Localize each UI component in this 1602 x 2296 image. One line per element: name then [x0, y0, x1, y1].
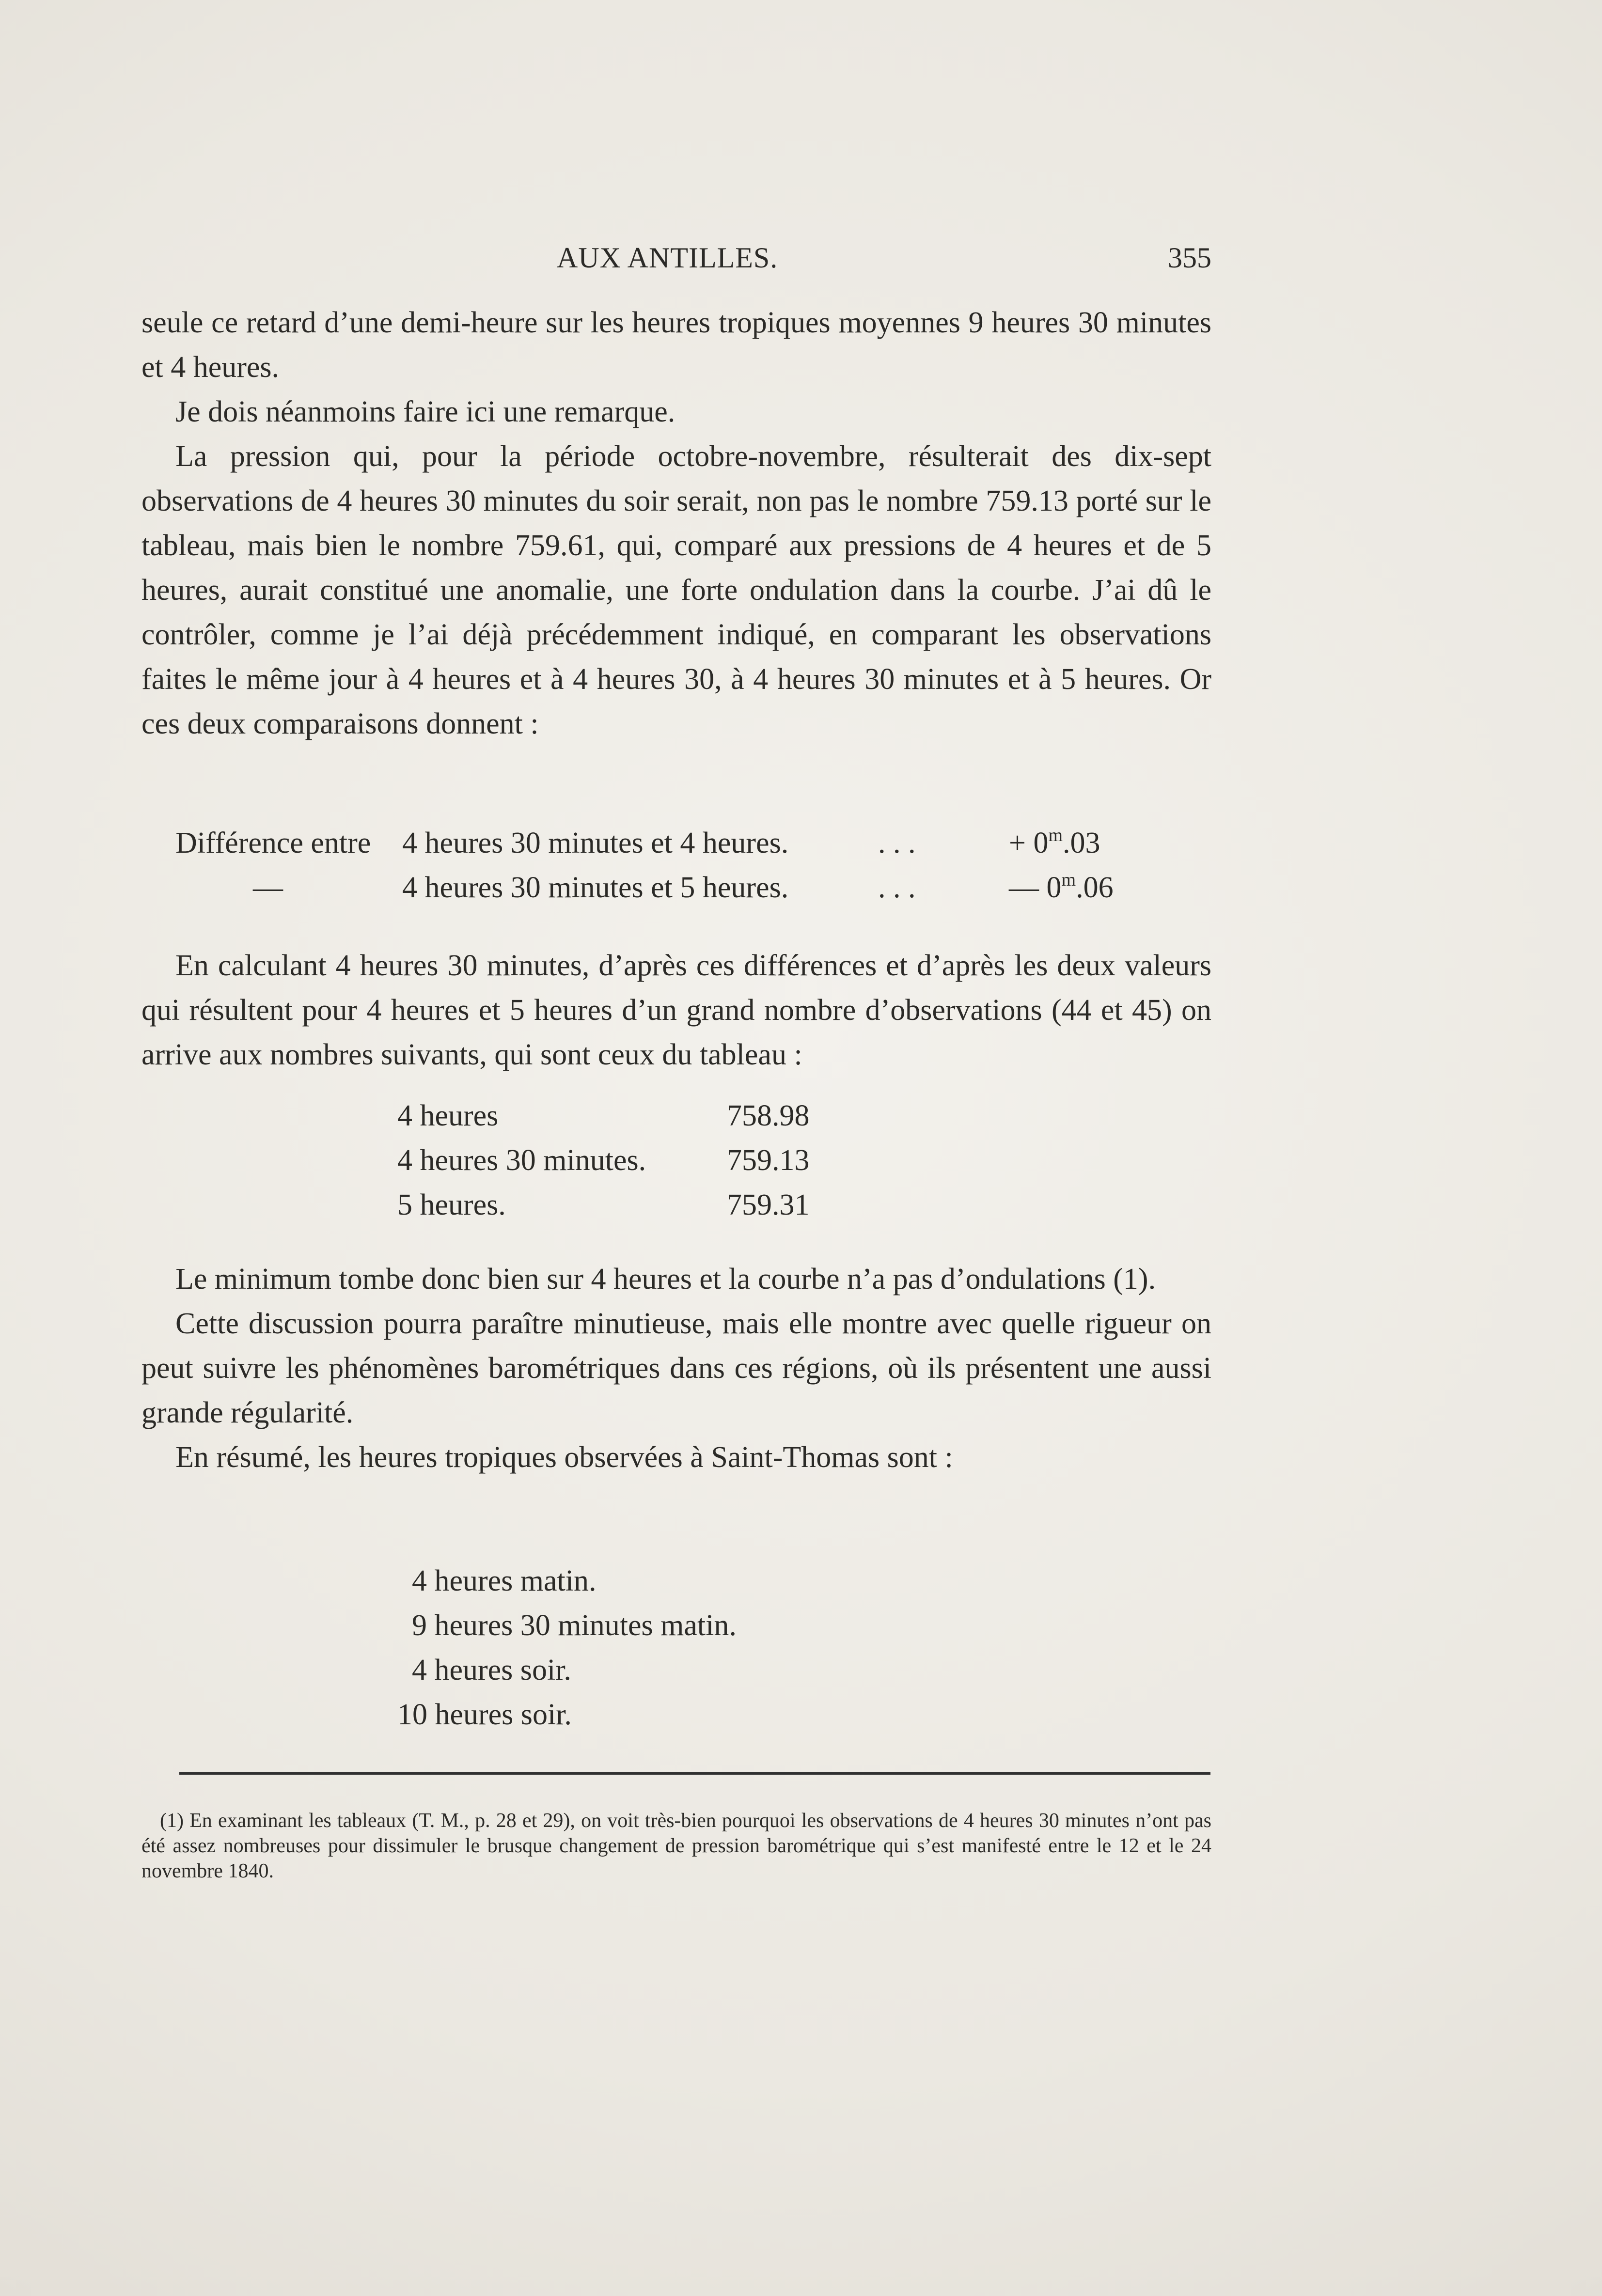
- page-header: [141, 241, 1211, 285]
- pressure-hour: 5 heures.: [397, 1188, 506, 1221]
- pressure-hour: 4 heures 30 minutes.: [397, 1144, 646, 1177]
- paragraph-continuation: seule ce retard d’une demi-heure sur les heures tropiques moyennes 9 heures 30 minutes et 4 heures.: [141, 306, 1211, 384]
- tropical-hour-item: 4 heures matin.: [412, 1564, 597, 1597]
- paragraph-calculation: En calculant 4 heures 30 minutes, d’après ces différences et d’après les deux valeurs qui résultent pour 4 heures et 5 heures d’un grand nombre d’observations (44 et 45) on arrive aux nombres suivants, qui sont ceux du tableau :: [141, 949, 1211, 1071]
- difference-value-prefix: 0: [1046, 871, 1062, 904]
- pressure-hour: 4 heures: [397, 1099, 499, 1132]
- difference-dots: . . .: [878, 827, 916, 859]
- body-text-bottom: [141, 1257, 1211, 1480]
- pressure-value: 759.13: [727, 1144, 810, 1177]
- difference-value: [1009, 871, 1114, 905]
- running-title: AUX ANTILLES.: [557, 242, 778, 274]
- difference-ditto-mark: —: [253, 871, 283, 904]
- pressure-row: [397, 1099, 833, 1143]
- paragraph-minimum: Le minimum tombe donc bien sur 4 heures et la courbe n’a pas d’ondulations (1).: [175, 1263, 1156, 1296]
- difference-value-suffix: .03: [1063, 827, 1100, 859]
- difference-row: [175, 826, 1120, 871]
- tropical-hour-item: 10 heures soir.: [397, 1698, 572, 1731]
- body-text-calculation: [141, 943, 1211, 1077]
- page-number: 355: [1168, 242, 1211, 274]
- difference-dots: . . .: [878, 871, 916, 904]
- difference-value-suffix: .06: [1076, 871, 1114, 904]
- pressure-value: 758.98: [727, 1099, 810, 1132]
- difference-value-prefix: 0: [1033, 827, 1049, 859]
- body-text-top: [141, 300, 1211, 746]
- difference-row: [175, 871, 1120, 915]
- footnote-text: (1) En examinant les tableaux (T. M., p. 28 et 29), on voit très-bien pourquoi les observations de 4 heures 30 minutes n’ont pas été assez nombreuses pour dissimuler le brusque changement de pression barométrique qui s’est manifesté entre le 12 et le 24 novembre 1840.: [141, 1810, 1211, 1882]
- paragraph-remark: Je dois néanmoins faire ici une remarque.: [175, 395, 675, 428]
- difference-value: [1009, 826, 1100, 860]
- paragraph-summary: En résumé, les heures tropiques observées à Saint-Thomas sont :: [175, 1441, 953, 1474]
- pressure-row: [397, 1188, 833, 1233]
- difference-label: Différence entre: [175, 827, 371, 859]
- difference-text: 4 heures 30 minutes et 4 heures.: [402, 827, 789, 859]
- difference-sign: +: [1009, 827, 1026, 859]
- paragraph-pressure: La pression qui, pour la période octobre-novembre, résulterait des dix-sept observations de 4 heures 30 minutes du soir serait, non pas le nombre 759.13 porté sur le tableau, mais bien le nombre 759.61, qui, comparé aux pressions de 4 heures et de 5 heures, aurait constitué une anomalie, une forte ondulation dans la courbe. J’ai dû le contrôler, comme je l’ai déjà précédemment indiqué, en comparant les observations faites le même jour à 4 heures et à 4 heures 30, à 4 heures 30 minutes et à 5 heures. Or ces deux comparaisons donnent :: [141, 440, 1211, 740]
- difference-unit: m: [1061, 870, 1076, 890]
- footnote: [141, 1808, 1211, 1884]
- paragraph-discussion: Cette discussion pourra paraître minutieuse, mais elle montre avec quelle rigueur on peut suivre les phénomènes barométriques dans ces régions, où ils présentent une aussi grande régularité.: [141, 1307, 1211, 1429]
- difference-unit: m: [1048, 825, 1063, 845]
- footnote-rule: [179, 1772, 1210, 1775]
- tropical-hour-item: 9 heures 30 minutes matin.: [412, 1609, 737, 1642]
- pressure-row: [397, 1143, 833, 1188]
- difference-sign: —: [1009, 871, 1039, 904]
- difference-text: 4 heures 30 minutes et 5 heures.: [402, 871, 789, 904]
- pressure-value: 759.31: [727, 1188, 810, 1221]
- tropical-hour-item: 4 heures soir.: [412, 1654, 571, 1687]
